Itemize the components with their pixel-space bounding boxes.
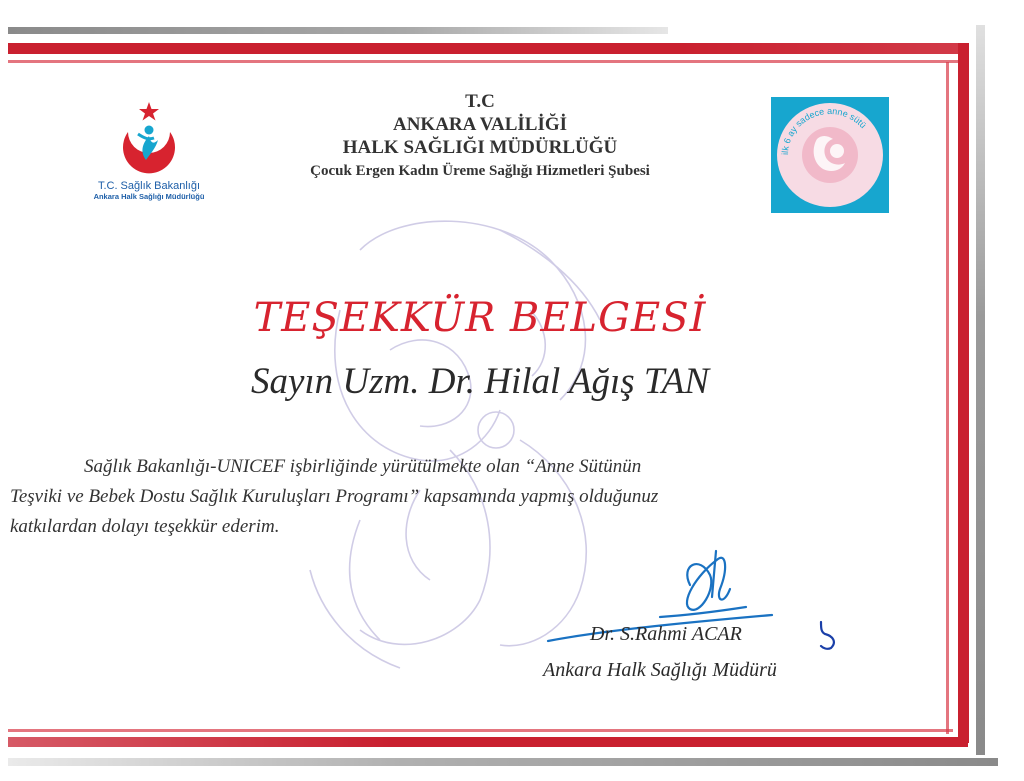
border-right-gray xyxy=(976,25,985,755)
heading-governorship: ANKARA VALİLİĞİ xyxy=(392,114,568,135)
border-bottom-gray xyxy=(8,758,998,766)
body-line-2: Teşviki ve Bebek Dostu Sağlık Kuruluşları Programı” kapsamında yapmış olduğunuz xyxy=(10,486,659,507)
border-top-red-thin xyxy=(8,60,968,63)
ministry-of-health-logo-icon xyxy=(114,100,184,178)
ministry-logo xyxy=(84,100,214,210)
logo-subtitle: Ankara Halk Sağlığı Müdürlüğü xyxy=(93,192,205,201)
body-line-1: Sağlık Bakanlığı-UNICEF işbirliğinde yürütülmekte olan “Anne Sütünün xyxy=(84,456,642,477)
heading-tc: T.C xyxy=(465,91,495,112)
certificate-title: TEŞEKKÜR BELGESİ xyxy=(253,295,707,341)
border-top-gray xyxy=(8,27,668,34)
signatory-title: Ankara Halk Sağlığı Müdürü xyxy=(543,659,777,681)
border-bottom-red-thin xyxy=(8,729,953,732)
recipient-name: Sayın Uzm. Dr. Hilal Ağış TAN xyxy=(250,361,710,402)
mother-breastfeeding-logo-icon xyxy=(771,97,889,213)
border-bottom-red xyxy=(8,737,968,747)
logo-name: T.C. Sağlık Bakanlığı xyxy=(97,180,201,192)
heading-branch: Çocuk Ergen Kadın Üreme Sağlığı Hizmetleri Şubesi xyxy=(310,163,650,179)
heading-directorate: HALK SAĞLIĞI MÜDÜRLÜĞÜ xyxy=(342,137,618,158)
signatory-name: Dr. S.Rahmi ACAR xyxy=(590,623,742,645)
institution-heading xyxy=(230,90,730,181)
certificate-body xyxy=(10,452,922,542)
body-line-3: katkılardan dolayı teşekkür ederim. xyxy=(10,516,280,537)
breastfeeding-badge xyxy=(771,97,889,213)
initial-mark xyxy=(815,618,843,652)
badge-ring-text: ilk 6 ay sadece anne sütü xyxy=(779,105,869,156)
border-top-red xyxy=(8,43,968,54)
